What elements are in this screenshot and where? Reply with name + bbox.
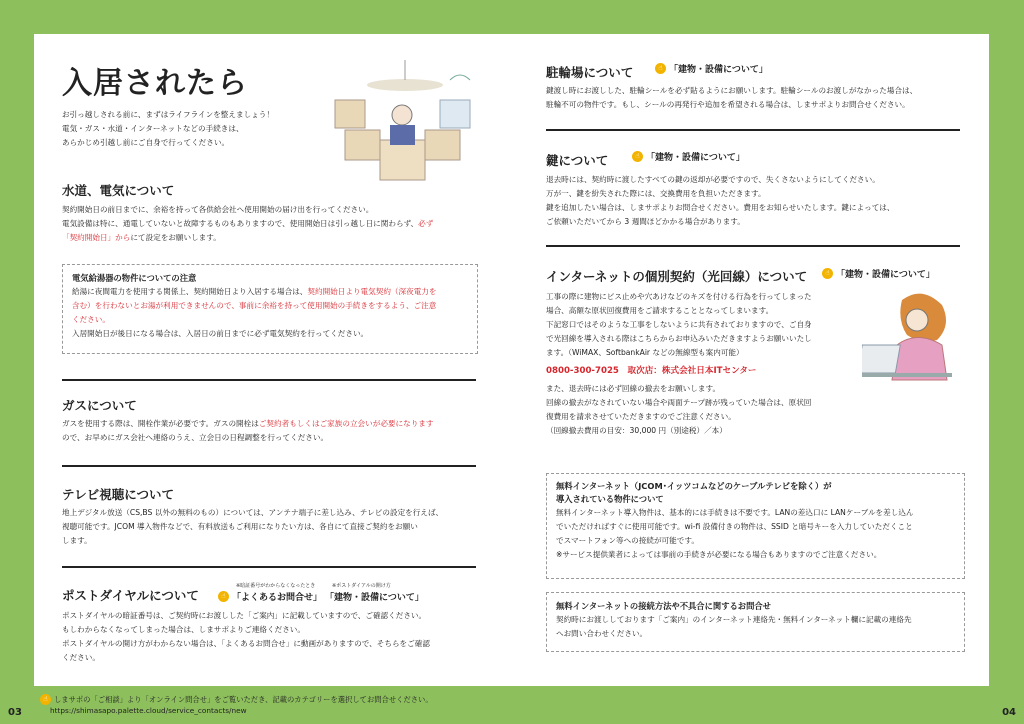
post-note-1: ※暗証番号がわからなくなったとき [236, 583, 316, 589]
tv-text: 地上デジタル放送（CS,BS 以外の無料のもの）については、アンテナ端子に差し込み、テレビの設定を行えば、 視聴可能です。JCOM 導入物件などで、有料放送もご利用になりたい方は、各自にて直接ご契約をお願い します。 [62, 508, 444, 545]
water-electric-heading: 水道、電気について [62, 183, 175, 198]
tv-heading: テレビ視聴について [62, 487, 175, 502]
heater-notice: 電気給湯器の物件についての注意 給湯に夜間電力を使用する関係上、契約開始日より入居する場合は、契約開始日より電気契約（深夜電力を 含む）を行わないとお湯が利用できませんので、事前に余裕を持って使用開始の手続きをするよう、ご注意 ください。 入居開始日が後日になる場合は、入居日の前日までに必ず電気契約を行ってください。 [72, 273, 437, 338]
page-number-right: 04 [1002, 707, 1016, 718]
internet-heading: インターネットの個別契約（光回線）について [546, 269, 808, 284]
contact-info: 無料インターネットの接続方法や不具合に関するお問合せ 契約時にお渡ししております「ご案内」のインターネット連絡先・無料インターネット欄に記載の連絡先 へお問い合わせください。 [556, 601, 912, 638]
divider [546, 245, 960, 247]
divider [546, 129, 960, 131]
hand-pointer-icon: ☝ [822, 268, 833, 279]
moving-boxes-illustration [330, 60, 480, 185]
gas-heading: ガスについて [62, 398, 137, 413]
post-dial-heading: ポストダイヤルについて [62, 588, 199, 603]
internet-category-link[interactable]: ☝ 「建物・設備について」 [822, 267, 935, 280]
bike-category-link[interactable]: ☝ 「建物・設備について」 [655, 62, 768, 75]
footer: ☝ しまサポの「ご相談」より「オンライン問合せ」をご覧いただき、記載のカテゴリーを選択してお問合せください。 https://shimasapo.palette.cloud/service_contacts/new [40, 694, 433, 716]
divider [62, 465, 476, 467]
key-heading: 鍵について [546, 153, 609, 168]
post-dial-text: ポストダイヤルの暗証番号は、ご契約時にお渡しした「ご案内」に記載していますので、ご確認ください。 もしわからなくなってしまった場合は、しまサポよりご連絡ください。 ポストダイヤルの開け方がわからない場合は、「よくあるお問合せ」に動画がありますので、そちらをご確認 ください。 [62, 611, 430, 662]
page-title: 入居されたら [62, 66, 248, 101]
bike-parking-text: 鍵渡し時にお渡しした、駐輪シールを必ず貼るようにお願いします。駐輪シールのお渡しがなかった場合は、 駐輪不可の物件です。もし、シールの再発行や追加を希望される場合は、しまサポよりお問合せください。 [546, 86, 918, 109]
bike-parking-heading: 駐輪場について [546, 65, 634, 80]
contact-url-link[interactable]: https://shimasapo.palette.cloud/service_contacts/new [50, 706, 247, 715]
provider-phone[interactable]: 0800-300-7025 取次店：株式会社日本ITセンター [546, 366, 757, 376]
free-internet: 無料インターネット（JCOM･イッツコムなどのケーブルテレビを除く）が 導入されている物件について 無料インターネット導入物件は、基本的には手続きは不要です。LANの差込口に LANケーブルを差し込ん でいただければすぐに使用可能です。wi-fi 設備付きの物件は、SSID と暗号キーを入力していただくこと でスマートフォン等への接続が可能です。 ※サービス提供業者によっては事前の手続きが必要になる場合もありますのでご注意ください。 [556, 481, 914, 559]
intro-text: お引っ越しされる前に、まずはライフラインを整えましょう！ 電気・ガス・水道・インターネットなどの手続きは、 あらかじめ引越し前にご自身で行ってください。 [62, 110, 274, 147]
gas-text: ガスを使用する際は、開栓作業が必要です。ガスの開栓はご契約者もしくはご家族の立会いが必要になります ので、お早めにガス会社へ連絡のうえ、立会日の日程調整を行ってください。 [62, 419, 434, 442]
key-text: 退去時には、契約時に渡したすべての鍵の返却が必要ですので、失くさないようにしてください。 万が一、鍵を紛失された際には、交換費用を負担いただきます。 鍵を追加したい場合は、しまサポよりお問合せください。費用をお知らせいたします。鍵によっては、 ご依頼いただいてから 3 週間ほどかかる場合があります。 [546, 175, 895, 226]
water-electric-text: 契約開始日の前日までに、余裕を持って各供給会社へ使用開始の届け出を行ってください。 電気設備は特に、通電していないと故障するものもありますので、使用開始日は引っ越し日に関わらず、必ず 「契約開始日」からにて設定をお願いします。 [62, 205, 434, 242]
post-note-2: ※ポストダイアルの開け方 [332, 583, 391, 589]
key-category-link[interactable]: ☝ 「建物・設備について」 [632, 150, 745, 163]
hand-pointer-icon: ☝ [632, 151, 643, 162]
divider [62, 566, 476, 568]
internet-text: 工事の際に建物にビス止めや穴あけなどのキズを付ける行為を行ってしまった 場合、高額な原状回復費用をご請求することとなってしまいます。 下記窓口ではそのような工事をしないように共有されておりますので、ご自身 で光回線を導入される際はこちらからお申込みいただきますようお願いいたし ます。（WiMAX、SoftbankAir などの無線型も案内可能） 0800-300-7025 取次店：株式会社日本ITセンター また、退去時には必ず回線の撤去をお願いします。 回線の撤去がなされていない場合や両面テープ跡が残っていた場合は、原状回 復費用を請求させていただきますのでご注意ください。 （回線撤去費用の目安：30,000 円（別途税）／本） [546, 292, 812, 435]
hand-pointer-icon: ☝ [40, 694, 51, 705]
hand-pointer-icon: ☝ [655, 63, 666, 74]
page-number-left: 03 [8, 707, 22, 718]
woman-laptop-illustration [862, 290, 972, 390]
divider [62, 379, 476, 381]
hand-pointer-icon: ☝ [218, 591, 229, 602]
faq-category-link[interactable]: ☝ 「よくあるお問合せ」 「建物・設備について」 [218, 590, 424, 603]
